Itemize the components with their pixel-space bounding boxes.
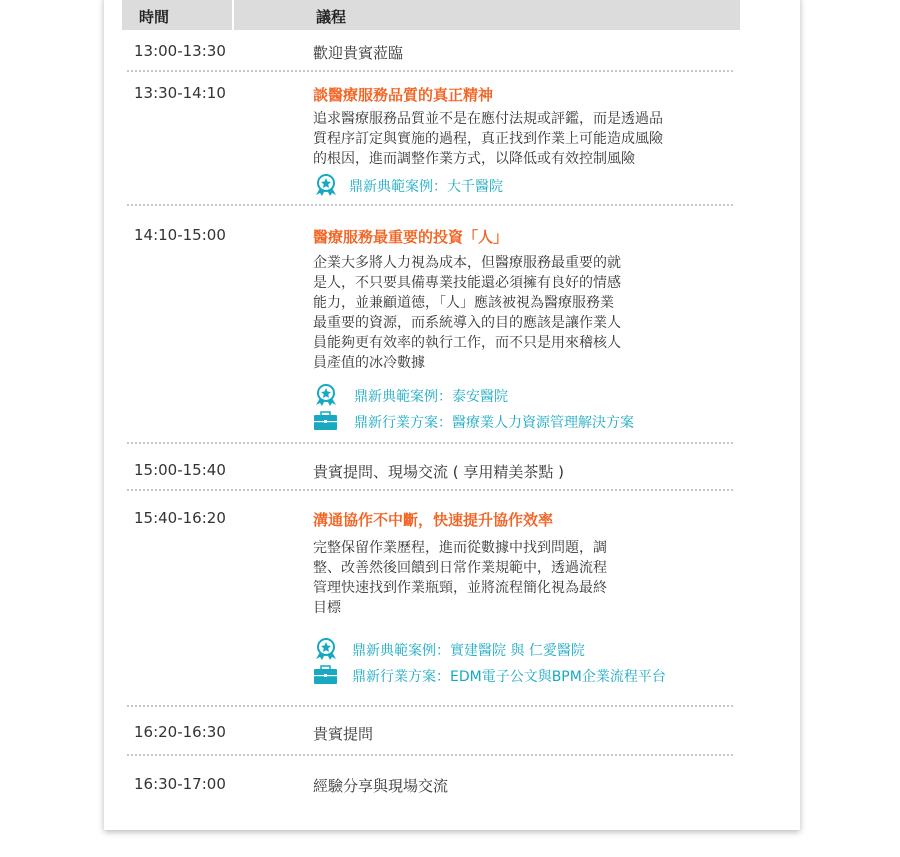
row-divider xyxy=(127,489,733,491)
briefcase-icon xyxy=(313,410,339,432)
case-study-link[interactable] xyxy=(313,384,573,406)
session-title: 醫療服務最重要的投資「人」 xyxy=(313,228,509,246)
session-time: 16:30-17:00 xyxy=(134,775,226,793)
session-text: 貴賓提問 xyxy=(313,725,374,743)
header-time: 時間 xyxy=(122,0,232,30)
case-study-text[interactable]: 鼎新典範案例：大千醫院 xyxy=(349,179,503,195)
award-badge-icon xyxy=(313,174,339,196)
case-study-text[interactable]: 鼎新典範案例：泰安醫院 xyxy=(354,389,508,405)
session-title: 溝通協作不中斷，快速提升協作效率 xyxy=(313,511,554,529)
session-description: 完整保留作業歷程，進而從數據中找到問題，調 整、改善然後回饋到日常作業規範中，透過流程 管理快速找到作業瓶頸，並將流程簡化視為最終 目標 xyxy=(313,540,607,616)
row-divider xyxy=(127,705,733,707)
award-badge-icon xyxy=(313,638,339,660)
row-divider xyxy=(127,204,733,206)
industry-solution-link[interactable] xyxy=(313,664,693,686)
row-divider xyxy=(127,442,733,444)
session-text: 貴賓提問、現場交流 ( 享用精美茶點 ) xyxy=(313,463,565,481)
session-time: 15:40-16:20 xyxy=(134,509,226,527)
briefcase-icon xyxy=(313,664,339,686)
session-title: 談醫療服務品質的真正精神 xyxy=(313,86,494,104)
row-divider xyxy=(127,754,733,756)
session-time: 13:00-13:30 xyxy=(134,42,226,60)
session-time: 13:30-14:10 xyxy=(134,84,226,102)
session-time: 14:10-15:00 xyxy=(134,226,226,244)
session-time: 15:00-15:40 xyxy=(134,461,226,479)
case-study-link[interactable] xyxy=(313,174,573,196)
header-agenda: 議程 xyxy=(234,0,740,30)
case-study-text[interactable]: 鼎新典範案例：實建醫院 與 仁愛醫院 xyxy=(352,643,585,659)
row-divider xyxy=(127,70,733,72)
award-badge-icon xyxy=(313,384,339,406)
industry-solution-link[interactable] xyxy=(313,410,673,432)
session-time: 16:20-16:30 xyxy=(134,723,226,741)
industry-solution-text[interactable]: 鼎新行業方案：醫療業人力資源管理解決方案 xyxy=(354,415,634,431)
session-text: 經驗分享與現場交流 xyxy=(313,777,449,795)
agenda-table-header xyxy=(122,0,740,30)
case-study-link[interactable] xyxy=(313,638,613,660)
industry-solution-text[interactable]: 鼎新行業方案：EDM電子公文與BPM企業流程平台 xyxy=(352,669,666,685)
session-description: 企業大多將人力視為成本，但醫療服務最重要的就 是人，不只要具備專業技能還必須擁有良好的情感 能力，並兼顧道德，「人」應該被視為醫療服務業 最重要的資源，而系統導入的目的應該是讓作業人 員能夠更有效率的執行工作，而不只是用來稽核人 員產值的冰冷數據 xyxy=(313,255,621,371)
session-description: 追求醫療服務品質並不是在應付法規或評鑑，而是透過品 質程序訂定與實施的過程，真正找到作業上可能造成風險 的根因，進而調整作業方式，以降低或有效控制風險 xyxy=(313,111,663,167)
session-text: 歡迎貴賓蒞臨 xyxy=(313,44,404,62)
